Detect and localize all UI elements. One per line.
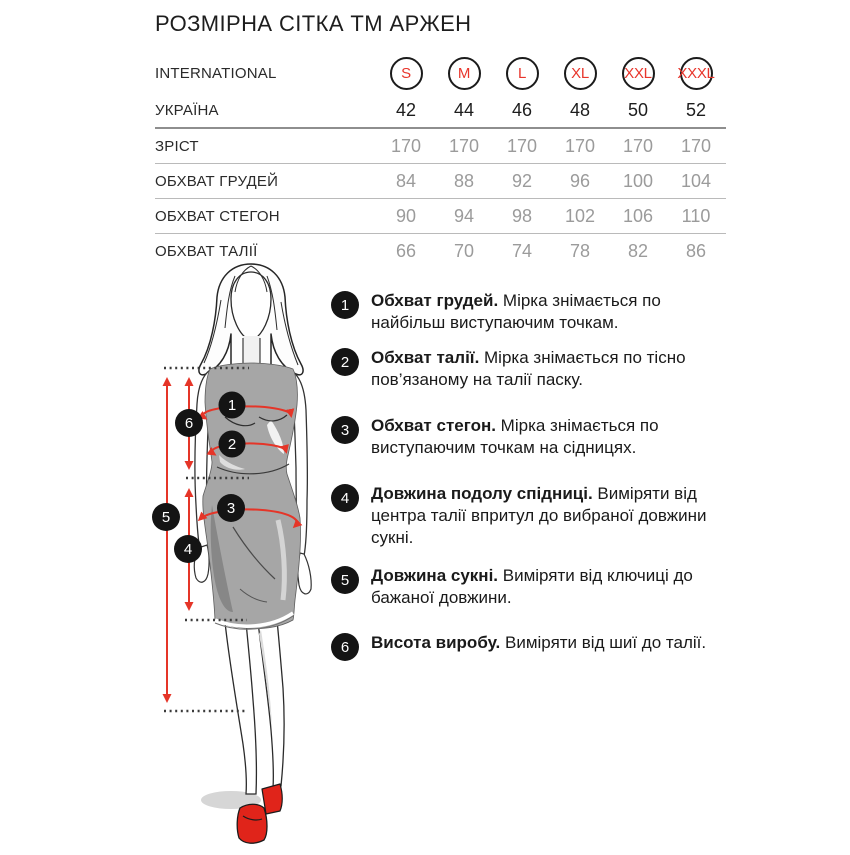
size-badge-xxl: XXL [622, 57, 655, 90]
table-cell: 170 [390, 135, 422, 156]
table-cell: 96 [569, 170, 591, 191]
ukraine-size-value: 42 [395, 100, 417, 120]
woman-sketch-svg [138, 258, 340, 850]
table-row-international [155, 52, 726, 94]
legend-number-badge: 5 [331, 566, 359, 594]
legend-number-badge: 1 [331, 291, 359, 319]
legs [201, 620, 284, 843]
table-cell: 74 [511, 240, 533, 261]
table-cell: 110 [681, 205, 711, 226]
row-label-height: ЗРІСТ [155, 137, 199, 155]
table-cell: 78 [569, 240, 591, 261]
legend-text: Довжина подолу спідниці. Виміряти від центра талії впритул до вибраної довжини сукні. [371, 484, 707, 547]
figure-marker-1 [219, 392, 246, 419]
legend-item-skirt-length [331, 483, 723, 549]
svg-text:5: 5 [161, 509, 171, 526]
figure-marker-3 [217, 494, 245, 522]
table-cell: 170 [622, 135, 654, 156]
row-label-ukraine: УКРАЇНА [155, 102, 219, 119]
size-badge-xl: XL [564, 57, 597, 90]
table-cell: 70 [453, 240, 475, 261]
table-row-ukraine [155, 94, 726, 127]
table-cell: 88 [453, 170, 475, 191]
legend-number-badge: 6 [331, 633, 359, 661]
figure-marker-2 [219, 431, 246, 458]
legend-item-hips [331, 415, 723, 459]
ukraine-size-value: 48 [569, 100, 591, 120]
row-label-international: INTERNATIONAL [155, 64, 277, 82]
table-cell: 86 [685, 240, 707, 261]
ukraine-size-value: 50 [627, 100, 649, 120]
figure-marker-6 [175, 409, 203, 437]
legend-text: Обхват талії. Мірка знімається по тісно пов’язаному на талії паску. [371, 348, 686, 389]
legend-text: Висота виробу. Виміряти від шиї до талії. [371, 633, 707, 652]
legend-item-waist [331, 347, 723, 391]
table-cell: 102 [564, 205, 596, 226]
row-label-waist: ОБХВАТ ТАЛІЇ [155, 242, 258, 260]
size-badge-s: S [390, 57, 423, 90]
table-cell: 104 [680, 170, 712, 191]
table-cell: 170 [506, 135, 538, 156]
legend-number-badge: 2 [331, 348, 359, 376]
svg-text:1: 1 [227, 397, 237, 414]
row-label-bust: ОБХВАТ ГРУДЕЙ [155, 172, 279, 190]
table-cell: 84 [395, 170, 417, 191]
figure-marker-5 [152, 503, 180, 531]
svg-text:2: 2 [227, 436, 237, 453]
row-label-hips: ОБХВАТ СТЕГОН [155, 207, 280, 225]
table-cell: 94 [453, 205, 475, 226]
table-cell: 170 [680, 135, 712, 156]
page-title: РОЗМІРНА СІТКА ТМ АРЖЕН [155, 11, 472, 36]
table-row-height [155, 127, 726, 163]
table-cell: 66 [395, 240, 417, 261]
size-badge-l: L [506, 57, 539, 90]
table-cell: 98 [511, 205, 533, 226]
size-badge-m: M [448, 57, 481, 90]
legend-text: Обхват стегон. Мірка знімається по виступаючим точкам на сідницях. [371, 416, 659, 457]
table-cell: 100 [622, 170, 654, 191]
svg-text:6: 6 [184, 415, 194, 432]
legend-item-bust [331, 290, 723, 334]
measurement-figure [138, 258, 340, 850]
table-cell: 82 [627, 240, 649, 261]
size-badge-xxxl: XXXL [680, 57, 713, 90]
table-row-hips [155, 198, 726, 233]
ukraine-size-value: 52 [685, 100, 707, 120]
dress [203, 363, 301, 629]
legend-item-bodice-height [331, 632, 723, 661]
ukraine-size-value: 46 [511, 100, 533, 120]
legend-number-badge: 4 [331, 484, 359, 512]
table-cell: 170 [448, 135, 480, 156]
legend-item-dress-length [331, 565, 723, 609]
ukraine-size-value: 44 [453, 100, 475, 120]
size-table [155, 52, 726, 268]
table-cell: 92 [511, 170, 533, 191]
legend-number-badge: 3 [331, 416, 359, 444]
svg-text:3: 3 [226, 500, 236, 517]
figure-marker-4 [174, 535, 202, 563]
table-cell: 90 [395, 205, 417, 226]
legend-text: Довжина сукні. Виміряти від ключиці до бажаної довжини. [371, 566, 693, 607]
table-cell: 170 [564, 135, 596, 156]
table-cell: 106 [622, 205, 654, 226]
legend-text: Обхват грудей. Мірка знімається по найбільш виступаючим точкам. [371, 291, 661, 332]
table-row-bust [155, 163, 726, 198]
svg-text:4: 4 [183, 541, 193, 558]
